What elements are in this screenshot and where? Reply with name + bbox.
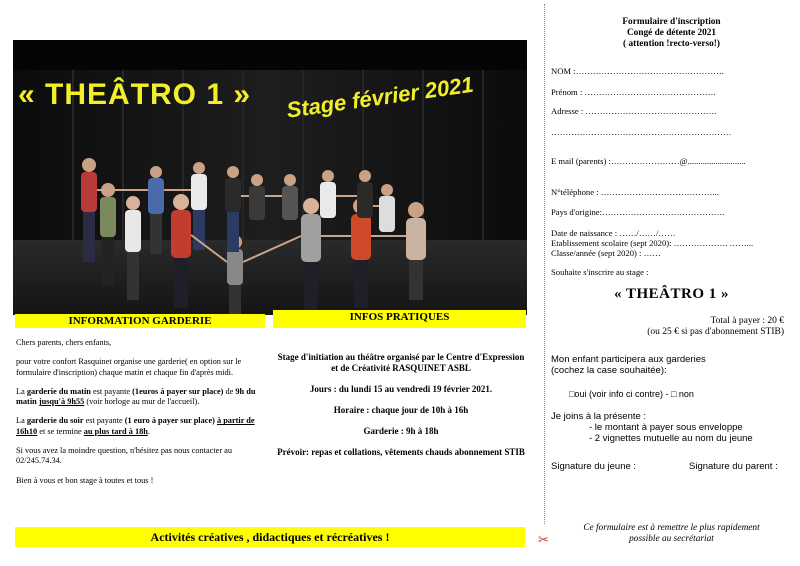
- joins-item-payment: - le montant à payer sous enveloppe: [589, 422, 743, 433]
- form-note-line2: possible au secrétariat: [629, 534, 714, 544]
- form-header-warning: ( attention !recto-verso!): [623, 39, 720, 49]
- activities-banner: Activités créatives , didactiques et récréatives !: [15, 527, 525, 547]
- price-total: Total à payer : 20 €: [710, 316, 784, 326]
- text-run: au plus tard à 18h: [83, 426, 148, 436]
- price-block: [647, 316, 784, 338]
- text-run: est payante: [83, 416, 125, 426]
- text-run: à partir de 16h10: [16, 416, 255, 436]
- telephone-field[interactable]: N°téléphone : …………………………………...: [551, 187, 719, 197]
- nom-field[interactable]: NOM :…………………………………………….: [551, 66, 724, 76]
- price-alt: (ou 25 € si pas d'abonnement STIB): [647, 327, 784, 337]
- text-run: de: [223, 386, 236, 396]
- garderie-text: [16, 338, 264, 495]
- garderie-choice[interactable]: □oui (voir info ci contre) - □ non: [569, 389, 694, 399]
- form-stage-title: « THEÂTRO 1 »: [614, 286, 729, 302]
- garderie-intro: pour votre confort Rasquinet organise une garderie( en option sur le formulaire d'inscription) chaque matin et chaque fin d'après midi.: [16, 357, 242, 377]
- text-run: et se termine: [37, 426, 84, 436]
- signature-jeune[interactable]: Signature du jeune :: [551, 461, 637, 472]
- signature-parent[interactable]: Signature du parent :: [689, 461, 778, 472]
- prenom-field[interactable]: Prénom : ……………………………………….: [551, 87, 716, 97]
- poster-subtitle: Stage février 2021: [285, 71, 475, 123]
- text-run: (1 euro à payer sur place): [124, 416, 215, 426]
- form-header: [549, 17, 794, 50]
- infos-organizer: Stage d'initiation au théâtre organisé par le Centre d'Expression et de Créativité RASQUINET ASBL: [277, 352, 525, 373]
- form-note: [549, 523, 794, 545]
- infos-hours: Horaire : chaque jour de 10h à 16h: [333, 405, 469, 415]
- scissors-icon: ✂: [538, 532, 549, 547]
- text-run: est payante: [90, 386, 133, 396]
- joins-item-vignettes: - 2 vignettes mutuelle au nom du jeune: [589, 433, 753, 444]
- garderie-contact: Si vous avez la moindre question, n'hésitez pas nous contacter au 02/245.74.34.: [16, 446, 233, 466]
- text-run: .: [147, 426, 150, 436]
- garderie-question: [551, 354, 706, 376]
- garderie-question-line2: (cochez la case souhaitée):: [551, 365, 667, 376]
- registration-form: [549, 0, 794, 566]
- poster-title: « THEÂTRO 1 »: [18, 78, 252, 111]
- garderie-question-line1: Mon enfant participera aux garderies: [551, 354, 706, 365]
- stage-photo: [13, 40, 527, 315]
- garderie-greeting: Chers parents, chers enfants,: [16, 338, 112, 347]
- joins-block: [551, 411, 753, 444]
- text-run: (1euros à payer sur place): [132, 386, 224, 396]
- infos-days: Jours : du lundi 15 au vendredi 19 février 2021.: [309, 384, 493, 394]
- form-note-line1: Ce formulaire est à remettre le plus rapidement: [583, 523, 760, 533]
- form-header-title: Formulaire d'inscription: [622, 17, 721, 27]
- garderie-closing: Bien à vous et bon stage à toutes et tous !: [16, 475, 154, 485]
- adresse-field[interactable]: Adresse : ……………………………………….: [551, 106, 717, 116]
- infos-text: [275, 352, 527, 468]
- garderie-header: INFORMATION GARDERIE: [15, 314, 265, 328]
- text-run: garderie du soir: [26, 416, 84, 426]
- text-run: La: [16, 386, 27, 396]
- infos-garderie: Garderie : 9h à 18h: [363, 426, 439, 436]
- ecole-field[interactable]: Etablissement scolaire (sept 2020): ………………. ……...: [551, 238, 754, 248]
- form-header-period: Congé de détente 2021: [626, 28, 717, 38]
- garderie-soir: [16, 416, 264, 437]
- text-run: 9h du matin: [16, 386, 256, 407]
- naissance-field[interactable]: Date de naissance : ……/……/……: [551, 228, 676, 238]
- stage-label: Souhaite s'inscrire au stage :: [551, 267, 649, 277]
- infos-bring: Prévoir: repas et collations, vêtements chauds abonnement STIB: [277, 447, 525, 457]
- pays-field[interactable]: Pays d'origine:…………………………………….: [551, 207, 725, 217]
- joins-label: Je joins à la présente :: [551, 411, 647, 422]
- cut-line: [544, 4, 545, 524]
- infos-header: INFOS PRATIQUES: [273, 310, 526, 328]
- text-run: (voir horloge au mur de l'accueil).: [84, 397, 200, 407]
- email-field[interactable]: E mail (parents) :……………………@...........................: [551, 156, 746, 166]
- text-run: La: [16, 416, 27, 426]
- classe-field[interactable]: Classe/année (sept 2020) : ……: [551, 248, 661, 258]
- text-run: jusqu'à 9h55: [38, 397, 85, 407]
- adresse-field-line2[interactable]: ………………………………………………………: [551, 127, 732, 137]
- garderie-matin: [16, 387, 264, 408]
- text-run: garderie du matin: [26, 386, 91, 396]
